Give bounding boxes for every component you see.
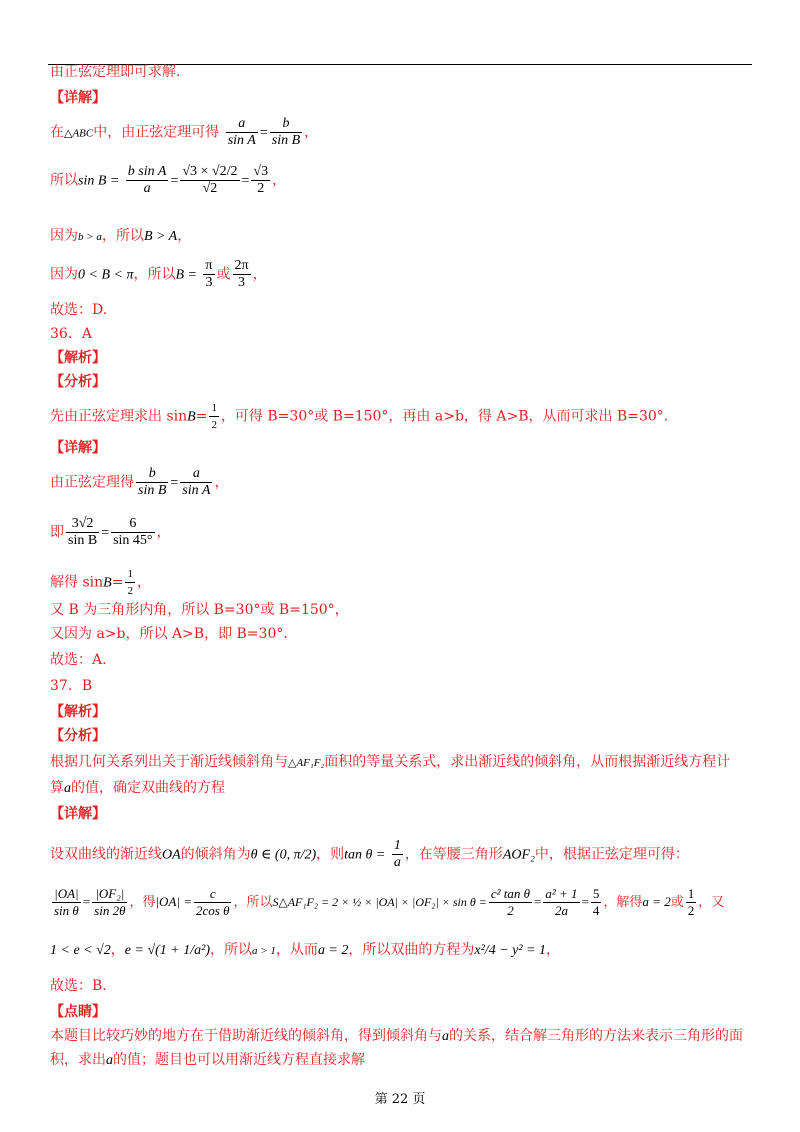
answer-line: 故选：B. <box>50 978 107 994</box>
question-number: 36．A <box>50 326 92 342</box>
section-label-analysis: 【分析】 <box>50 728 106 744</box>
text-line: 解得 sinB= $\frac{1}{2}$ ， <box>50 568 151 597</box>
formula-line-B: 因为0 < B < π，所以B = $\frac{\pi}{3}$ 或 $\frac{2\pi}{3}$ ， <box>50 258 267 290</box>
answer-line: 故选：A. <box>50 652 107 668</box>
text-line: 积，求出a的值；题目也可以用渐近线方程直接求解 <box>50 1052 365 1068</box>
fraction: $\frac{√3 \times √2/2}{√2}$ <box>182 164 238 196</box>
text-line: 根据几何关系列出关于渐近线倾斜角与△AF₁F₂面积的等量关系式，求出渐近线的倾斜角，从而根据渐近线方程计 <box>50 754 731 770</box>
fraction: $\frac{a}{\text{sin A}}$ <box>182 466 211 498</box>
formula-line-sinB: 所以sin B = $\frac{\text{b sin A}}{a}$ = $\frac{√3 \times √2/2}{√2}$ = $\frac{√3}{2}$ ， <box>50 164 287 196</box>
fraction: $\frac{\text{c² tan θ}}{2}$ <box>490 886 531 918</box>
text-line: 本题目比较巧妙的地方在于借助渐近线的倾斜角，得到倾斜角与a的关系，结合解三角形的方法来表示三角形的面 <box>50 1028 743 1044</box>
text: 中，由正弦定理可得 <box>93 124 220 141</box>
formula-line: 1 < e < √2，e = √(1 + 1/a²)，所以a > 1，从而a = 2，所以双曲的方程为x²/4 − y² = 1， <box>50 942 560 958</box>
fraction: $\frac{|OA|}{\text{sin θ}}$ <box>54 886 79 918</box>
section-label-analysis: 【分析】 <box>50 374 106 390</box>
fraction: $\frac{√3}{2}$ <box>253 164 269 196</box>
fraction: $\frac{3√2}{\text{sin B}}$ <box>68 516 98 548</box>
text-line: 因为b > a，所以B > A， <box>50 228 192 244</box>
fraction: $\frac{b}{\text{sin B}}$ <box>271 116 301 148</box>
fraction: $\frac{\pi}{3}$ <box>205 258 213 290</box>
text-line: 先由正弦定理求出 sinB= $\frac{1}{2}$ ，可得 B=30°或 B=150°，再由 a>b，得 A>B，从而可求出 B=30°. <box>50 402 669 431</box>
fraction: $\frac{1}{2}$ <box>211 402 217 431</box>
formula-line-sine-law: 在△ABC中，由正弦定理可得 $\frac{a}{\text{sin A}}$ = $\frac{b}{\text{sin B}}$ ， <box>50 116 319 148</box>
section-label-detail: 【详解】 <box>50 440 106 456</box>
section-label-detail <box>50 88 106 108</box>
formula-line-area: $\frac{|OA|}{\text{sin θ}}$ = $\frac{\text{|OF₂|}}{\sin 2\theta}$ ，得|OA| = $\frac{c}{\text{2cos θ}}$ ，所以S△AF₁F₂ = 2 × ½ × |OA| × |OF₂| × sin θ = $\frac{\text{c² tan θ}}{2}$ = $\frac{\text{a² + 1}}{2a}$ = $\frac{5}{4}$ ，解得a = 2或 $\frac{1}{2}$ ，又 <box>54 886 725 918</box>
text: 在 <box>50 124 64 141</box>
question-number: 37．B <box>50 678 93 694</box>
fraction: $\frac{1}{a}$ <box>393 838 401 870</box>
section-label-detail: 【详解】 <box>50 806 106 822</box>
text: 【详解】 <box>50 90 106 106</box>
fraction: $\frac{b}{\text{sin B}}$ <box>138 466 167 498</box>
text: 由正弦定理即可求解. <box>50 64 181 80</box>
fraction: $\frac{\text{|OF₂|}}{\sin 2\theta}$ <box>94 886 126 918</box>
fraction: $\frac{5}{4}$ <box>592 886 600 918</box>
answer-line: 故选：D. <box>50 302 108 318</box>
text-line: 算a的值，确定双曲线的方程 <box>50 780 225 796</box>
fraction: $\frac{\text{a² + 1}}{2a}$ <box>545 886 578 918</box>
fraction: $\frac{c}{\text{2cos θ}}$ <box>195 886 230 918</box>
formula-line: 由正弦定理得 $\frac{b}{\text{sin B}}$ = $\frac{a}{\text{sin A}}$ ， <box>50 466 229 498</box>
math-inline: △ABC <box>64 127 94 140</box>
fraction: $\frac{a}{\text{sin A}}$ <box>227 116 256 148</box>
formula-line: 即 $\frac{3√2}{\text{sin B}}$ = $\frac{6}{\sin 45^\circ}$ ， <box>50 516 171 548</box>
fraction: $\frac{\text{b sin A}}{a}$ <box>127 164 167 196</box>
page-number: 第 22 页 <box>374 1092 426 1107</box>
fraction: $\frac{1}{2}$ <box>687 886 695 918</box>
text-line: 又 B 为三角形内角，所以 B=30°或 B=150°， <box>50 602 349 618</box>
formula-line: 设双曲线的渐近线OA的倾斜角为θ ∈ (0, π/2)，则tan θ = $\frac{1}{a}$ ，在等腰三角形AOF₂中，根据正弦定理可得： <box>50 838 689 870</box>
text-line: 又因为 a>b，所以 A>B，即 B=30°. <box>50 626 288 642</box>
section-label-analysis: 【解析】 <box>50 704 106 720</box>
section-label-comment: 【点睛】 <box>50 1004 106 1020</box>
fraction: $\frac{6}{\sin 45^\circ}$ <box>113 516 153 548</box>
text: 所以 <box>50 172 78 189</box>
fraction: $\frac{1}{2}$ <box>127 568 133 597</box>
text-line <box>50 62 180 82</box>
fraction: $\frac{2\pi}{3}$ <box>234 258 249 290</box>
section-label-analysis: 【解析】 <box>50 350 106 366</box>
